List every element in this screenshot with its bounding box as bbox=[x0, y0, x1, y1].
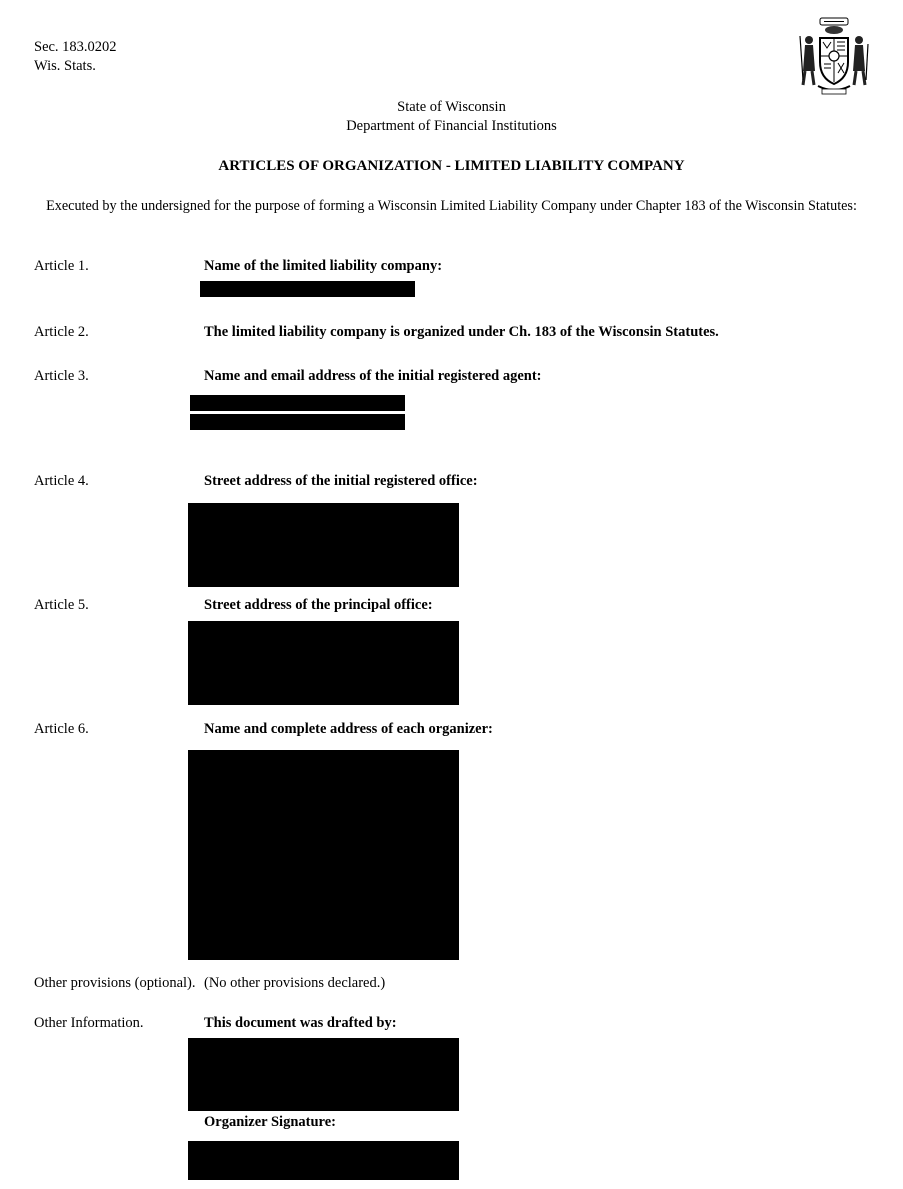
article-4-heading: Street address of the initial registered office: bbox=[204, 473, 478, 489]
redaction-drafter bbox=[188, 1038, 459, 1111]
statute-source: Wis. Stats. bbox=[34, 58, 96, 74]
intro-paragraph: Executed by the undersigned for the purpose of forming a Wisconsin Limited Liability Company under Chapter 183 of the Wisconsin Statutes: bbox=[46, 198, 857, 214]
statute-section: Sec. 183.0202 bbox=[34, 39, 117, 55]
article-2-heading: The limited liability company is organized under Ch. 183 of the Wisconsin Statutes. bbox=[204, 324, 719, 340]
redaction-principal-office bbox=[188, 621, 459, 705]
article-5-heading: Street address of the principal office: bbox=[204, 597, 433, 613]
department-name: Department of Financial Institutions bbox=[346, 118, 557, 134]
redaction-organizers bbox=[188, 750, 459, 960]
article-1-heading: Name of the limited liability company: bbox=[204, 258, 443, 274]
article-6-label: Article 6. bbox=[34, 721, 89, 737]
redaction-company-name bbox=[200, 281, 415, 297]
redaction-signature bbox=[188, 1141, 459, 1180]
other-provisions-value: (No other provisions declared.) bbox=[204, 975, 386, 991]
article-6-heading: Name and complete address of each organizer: bbox=[204, 721, 493, 737]
redaction-registered-office bbox=[188, 503, 459, 587]
wisconsin-state-seal-icon bbox=[796, 16, 872, 96]
article-3-heading: Name and email address of the initial registered agent: bbox=[204, 368, 542, 384]
other-information-label: Other Information. bbox=[34, 1015, 144, 1031]
article-3-label: Article 3. bbox=[34, 368, 89, 384]
document-title: ARTICLES OF ORGANIZATION - LIMITED LIABILITY COMPANY bbox=[218, 158, 685, 174]
organizer-signature-label: Organizer Signature: bbox=[204, 1114, 336, 1130]
redaction-agent-name bbox=[190, 395, 405, 411]
article-2-label: Article 2. bbox=[34, 324, 89, 340]
other-provisions-label: Other provisions (optional). bbox=[34, 975, 196, 991]
article-4-label: Article 4. bbox=[34, 473, 89, 489]
drafted-by-heading: This document was drafted by: bbox=[204, 1015, 397, 1031]
article-1-label: Article 1. bbox=[34, 258, 89, 274]
state-name: State of Wisconsin bbox=[397, 99, 506, 115]
redaction-agent-email bbox=[190, 414, 405, 430]
article-5-label: Article 5. bbox=[34, 597, 89, 613]
